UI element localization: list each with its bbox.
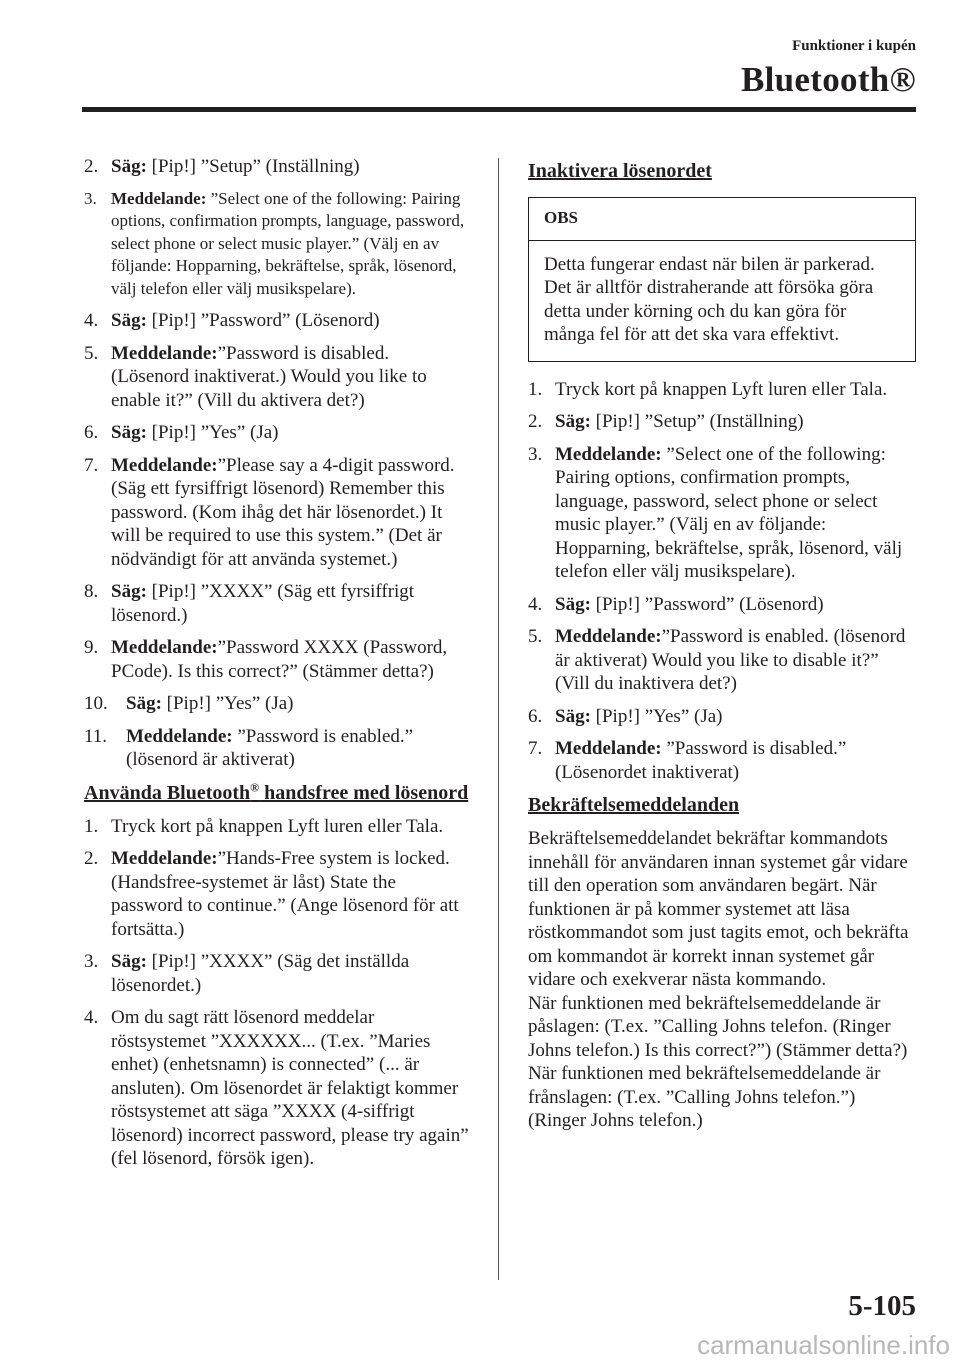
section-title-disable-password: Inaktivera lösenordet xyxy=(528,160,712,182)
step-item: 2. Meddelande:”Hands-Free system is locked. (Handsfree-systemet är låst) State the password to continue.” (Ange lösenord för att fortsätta.) xyxy=(84,848,459,940)
chapter-title: Bluetooth® xyxy=(741,60,916,99)
chapter-subtitle: Funktioner i kupén xyxy=(792,38,916,54)
step-item: 5. Meddelande:”Password is enabled. (lösenord är aktiverat) Would you like to disable it?” (Vill du inaktivera det?) xyxy=(528,626,906,694)
step-item: 8. Säg: [Pip!] ”XXXX” (Säg ett fyrsiffrigt lösenord.) xyxy=(84,581,415,626)
step-item: 4. Om du sagt rätt lösenord meddelar röstsystemet ”XXXXXX... (T.ex. ”Maries enhet) (enhetsnamn) is connected” (... är ansluten). Om lösenordet är felaktigt kommer röstsystemet att säga ”XXXX (4-siffrigt lösenord) incorrect password, please try again” (fel lösenord, försök igen). xyxy=(84,1007,469,1169)
section-title-handsfree-password: Använda Bluetooth® handsfree med lösenord xyxy=(84,779,469,804)
section-title-confirmation-prompts: Bekräftelsemeddelanden xyxy=(528,794,740,816)
header-rule xyxy=(82,107,916,112)
step-item: 3. Meddelande: ”Select one of the following: Pairing options, confirmation prompts, language, password, select phone or select music player.” (Välj en av följande: Hopparning, bekräftelse, språk, lösenord, välj telefon eller välj musikspelare). xyxy=(84,188,465,298)
step-item: 11. Meddelande: ”Password is enabled.” (lösenord är aktiverat) xyxy=(84,725,414,770)
paragraph: När funktionen med bekräftelsemeddelande är påslagen: (T.ex. ”Calling Johns telefon. (Ringer Johns telefon.) Is this correct?”) (Stämmer detta?) xyxy=(528,992,908,1061)
paragraph: När funktionen med bekräftelsemeddelande är frånslagen: (T.ex. ”Calling Johns telefon.”) (Ringer Johns telefon.) xyxy=(528,1063,881,1131)
note-body: Detta fungerar endast när bilen är parkerad. Det är alltför distraherande att försöka göra detta under körning och du kan göra för många fel för att det ska vara effektivt. xyxy=(544,253,875,345)
step-item: 6. Säg: [Pip!] ”Yes” (Ja) xyxy=(528,705,723,727)
step-item: 1. Tryck kort på knappen Lyft luren eller Tala. xyxy=(528,378,888,400)
step-item: 3. Meddelande: ”Select one of the following: Pairing options, confirmation prompts, language, password, select phone or select music player.” (Välj en av följande: Hopparning, bekräftelse, språk, lösenord, välj telefon eller välj musikspelare). xyxy=(528,443,903,582)
step-item: 2. Säg: [Pip!] ”Setup” (Inställning) xyxy=(528,411,804,432)
page-number: 5-105 xyxy=(848,1290,916,1322)
right-column xyxy=(528,155,916,1133)
paragraph: Bekräftelsemeddelandet bekräftar kommandots innehåll för användaren innan systemet går vidare till den operation som användaren begärt. När funktionen är på kommer systemet att läsa röstkommandot som just tagits emot, och bekräfta om kommandot är korrekt innan systemet går vidare och exekverar nästa kommando. xyxy=(528,828,909,990)
note-box xyxy=(528,197,916,362)
steps-use-password xyxy=(84,815,470,1171)
step-item: 5. Meddelande:”Password is disabled. (Lösenord inaktiverat.) Would you like to enable it?” (Vill du aktivera det?) xyxy=(84,342,427,411)
step-item: 7. Meddelande: ”Password is disabled.” (Lösenordet inaktiverat) xyxy=(528,738,847,783)
steps-disable-password xyxy=(528,378,916,785)
steps-enable-password xyxy=(84,155,470,772)
step-item: 4. Säg: [Pip!] ”Password” (Lösenord) xyxy=(528,593,824,615)
watermark: carmanualsonline.info xyxy=(642,1328,960,1362)
step-item: 2. Säg: [Pip!] ”Setup” (Inställning) xyxy=(84,156,360,177)
step-item: 3. Säg: [Pip!] ”XXXX” (Säg det inställda lösenordet.) xyxy=(84,951,410,996)
step-item: 10. Säg: [Pip!] ”Yes” (Ja) xyxy=(84,693,294,714)
note-title: OBS xyxy=(529,198,915,241)
step-item: 9. Meddelande:”Password XXXX (Password, PCode). Is this correct?” (Stämmer detta?) xyxy=(84,637,448,682)
step-item: 7. Meddelande:”Please say a 4-digit password. (Säg ett fyrsiffrigt lösenord) Remember this password. (Kom ihåg det här lösenordet.) It will be required to use this system.” (Det är nödvändigt för att använda systemet.) xyxy=(84,454,455,570)
step-item: 1. Tryck kort på knappen Lyft luren eller Tala. xyxy=(84,815,444,837)
step-item: 4. Säg: [Pip!] ”Password” (Lösenord) xyxy=(84,310,380,331)
left-column xyxy=(84,155,470,1180)
step-item: 6. Säg: [Pip!] ”Yes” (Ja) xyxy=(84,422,279,443)
column-divider xyxy=(498,158,499,1280)
